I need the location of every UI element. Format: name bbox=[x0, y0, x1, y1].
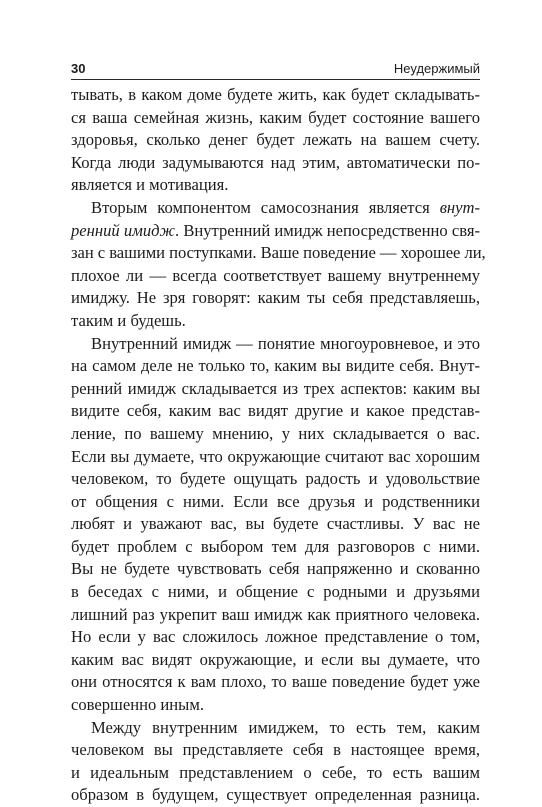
text-line: совершенно иным. bbox=[71, 695, 204, 715]
text-line: каким вас видят окружающие, и если вы думаете, что bbox=[71, 649, 480, 669]
text-line: ся ваша семейная жизнь, каким будет состояние вашего bbox=[71, 107, 480, 127]
text-line: Если вы думаете, что окружающие считают вас хорошим bbox=[71, 446, 480, 466]
text-line bbox=[71, 220, 480, 243]
text-line: имиджу. Не зря говорят: каким ты себя представляешь, bbox=[71, 288, 480, 308]
text-line: Но если у вас сложилось ложное представление о том, bbox=[71, 627, 480, 647]
text-line: от общения с ними. Если все друзья и родственники bbox=[71, 491, 480, 511]
running-title: Неудержимый bbox=[393, 61, 480, 76]
header-rule bbox=[71, 79, 480, 80]
page-number: 30 bbox=[71, 61, 86, 76]
text-line: образом в будущем, существует определенная разница. bbox=[71, 785, 480, 805]
text-line: лишний раз укрепит ваш имидж как приятного человека. bbox=[71, 604, 480, 624]
text-line: человеком, то будете ощущать радость и удовольствие bbox=[71, 469, 480, 489]
emphasis-text: внут- bbox=[439, 197, 480, 217]
paragraph bbox=[71, 333, 480, 717]
running-header bbox=[71, 61, 480, 78]
text-line: Когда люди задумываются над этим, автоматически по- bbox=[71, 152, 480, 172]
text-line: таким и будешь. bbox=[71, 310, 186, 330]
text-line: ление, по вашему мнению, у них складывается о вас. bbox=[71, 423, 480, 443]
text-run: . Внутренний имидж непосредственно свя- bbox=[174, 220, 480, 240]
body-text bbox=[71, 84, 486, 807]
text-line: здоровья, сколько денег будет лежать на вашем счету. bbox=[71, 130, 480, 150]
paragraph bbox=[71, 197, 486, 333]
emphasis-text: ренний имидж bbox=[71, 220, 175, 240]
text-line bbox=[71, 197, 480, 220]
text-line: зан с вашими поступками. Ваше поведение — хорошее ли, bbox=[71, 243, 486, 263]
text-line: тывать, в каком доме будете жить, как будет складывать- bbox=[71, 85, 480, 104]
text-line: они относятся к вам плохо, то ваше поведение будет уже bbox=[71, 672, 480, 692]
text-line: Внутренний имидж — понятие многоуровневое, и это bbox=[91, 333, 480, 353]
paragraph bbox=[71, 84, 480, 197]
text-line: ренний имидж складывается из трех аспектов: каким вы bbox=[71, 378, 480, 398]
text-line: Вы не будете чувствовать себя напряженно и скованно bbox=[71, 559, 480, 579]
text-line: видите себя, каким вас видят другие и какое представ- bbox=[71, 401, 480, 421]
text-line: Между внутренним имиджем, то есть тем, каким bbox=[91, 717, 480, 737]
text-line: и идеальным представлением о себе, то есть вашим bbox=[71, 762, 480, 782]
text-line: любят и уважают вас, вы будете счастливы. У вас не bbox=[71, 514, 480, 534]
text-line: человеком вы представляете себя в настоящее время, bbox=[71, 740, 480, 760]
text-line: в беседах с ними, и общение с родными и друзьями bbox=[71, 582, 480, 602]
paragraph bbox=[71, 717, 480, 807]
text-line: будет проблем с выбором тем для разговоров с ними. bbox=[71, 536, 480, 556]
text-line: плохое ли — всегда соответствует вашему внутреннему bbox=[71, 265, 480, 285]
text-run: Вторым компонентом самосознания является bbox=[91, 197, 430, 217]
text-line: на самом деле не только то, каким вы видите себя. Внут- bbox=[71, 356, 480, 376]
text-line: является и мотивация. bbox=[71, 175, 229, 195]
